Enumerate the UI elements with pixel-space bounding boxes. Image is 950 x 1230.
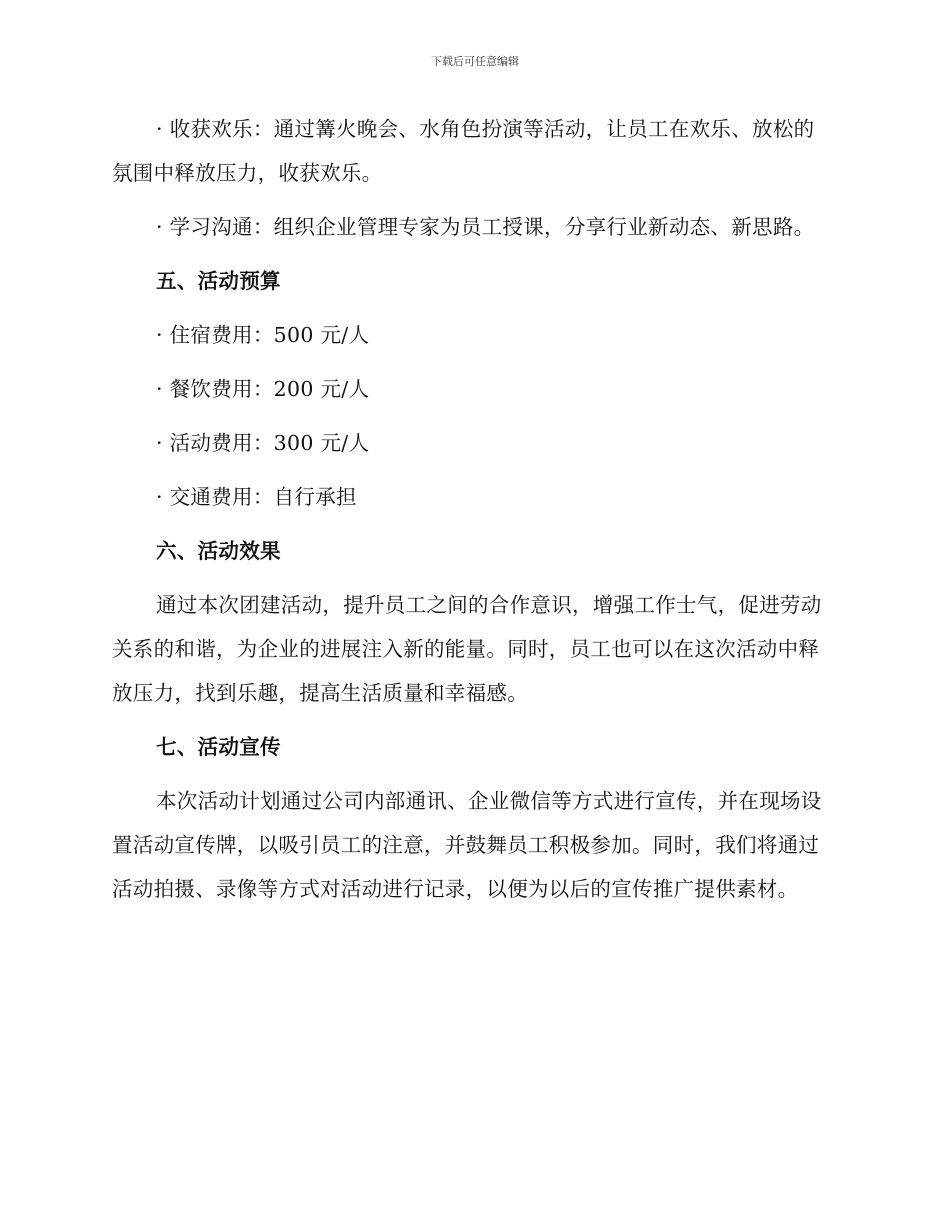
section-heading-budget: 五、活动预算 [156,269,281,293]
section-heading-promotion: 七、活动宣传 [156,735,281,759]
paragraph-promotion: 本次活动计划通过公司内部通讯、企业微信等方式进行宣传，并在现场设置活动宣传牌，以吸引员工的注意，并鼓舞员工积极参加。同时，我们将通过活动拍摄、录像等方式对活动进行记录，以便为以后的宣传推广提供素材。 [112,789,822,901]
section-heading-effect: 六、活动效果 [156,539,281,563]
budget-item-lodging: · 住宿费用：500 元/人 [156,323,370,347]
paragraph-effect: 通过本次团建活动，提升员工之间的合作意识，增强工作士气，促进劳动关系的和谐，为企业的进展注入新的能量。同时，员工也可以在这次活动中释放压力，找到乐趣，提高生活质量和幸福感。 [112,593,822,705]
document-body [112,107,832,921]
page-header: 下载后可任意编辑 [431,55,519,68]
budget-item-transport: · 交通费用：自行承担 [156,485,357,509]
bullet-paragraph-harvest-joy: · 收获欢乐：通过篝火晚会、水角色扮演等活动，让员工在欢乐、放松的氛围中释放压力，收获欢乐。 [112,117,815,185]
budget-item-activities: · 活动费用：300 元/人 [156,431,370,455]
budget-item-dining: · 餐饮费用：200 元/人 [156,377,370,401]
bullet-paragraph-learning: · 学习沟通：组织企业管理专家为员工授课，分享行业新动态、新思路。 [156,215,815,239]
